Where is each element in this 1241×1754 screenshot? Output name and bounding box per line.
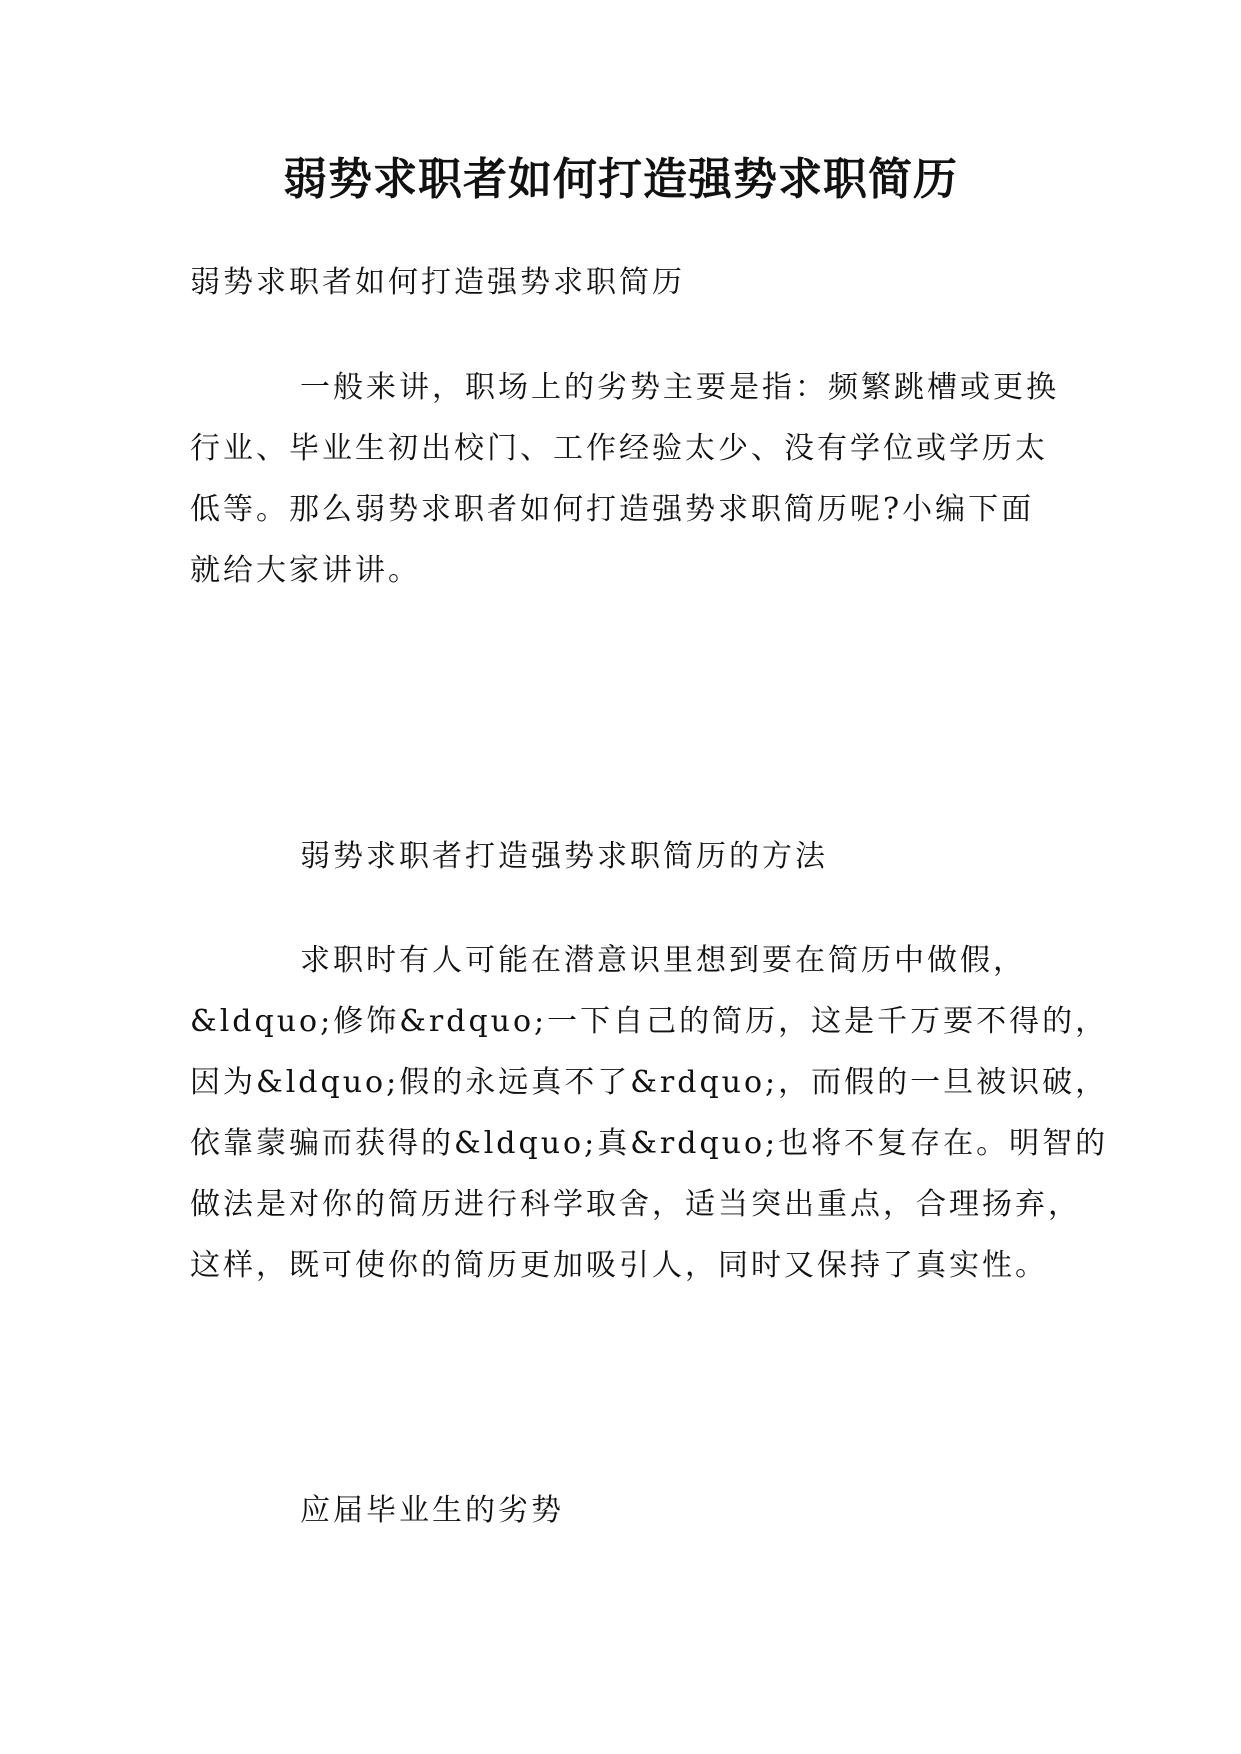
body-paragraph <box>190 930 1109 1296</box>
body-line: 因为&ldquo;假的永远真不了&rdquo;，而假的一旦被识破， <box>190 1065 1109 1100</box>
document-subtitle: 弱势求职者如何打造强势求职简历 <box>190 265 685 300</box>
body-line: 求职时有人可能在潜意识里想到要在简历中做假， <box>300 943 1026 978</box>
body-line: 做法是对你的简历进行科学取舍，适当突出重点，合理扬弃， <box>190 1187 1081 1222</box>
intro-line: 行业、毕业生初出校门、工作经验太少、没有学位或学历太 <box>190 431 1048 466</box>
intro-line: 就给大家讲讲。 <box>190 553 421 588</box>
body-line: 这样，既可使你的简历更加吸引人，同时又保持了真实性。 <box>190 1248 1048 1283</box>
intro-paragraph <box>190 357 1070 601</box>
body-line: 依靠蒙骗而获得的&ldquo;真&rdquo;也将不复存在。明智的 <box>190 1126 1109 1161</box>
document-title: 弱势求职者如何打造强势求职简历 <box>283 154 958 205</box>
intro-line: 低等。那么弱势求职者如何打造强势求职简历呢?小编下面 <box>190 492 1035 527</box>
body-line: &ldquo;修饰&rdquo;一下自己的简历，这是千万要不得的， <box>190 1004 1109 1039</box>
subheading: 应届毕业生的劣势 <box>300 1493 564 1528</box>
intro-line: 一般来讲，职场上的劣势主要是指：频繁跳槽或更换 <box>300 370 1059 405</box>
section-heading: 弱势求职者打造强势求职简历的方法 <box>300 839 828 874</box>
